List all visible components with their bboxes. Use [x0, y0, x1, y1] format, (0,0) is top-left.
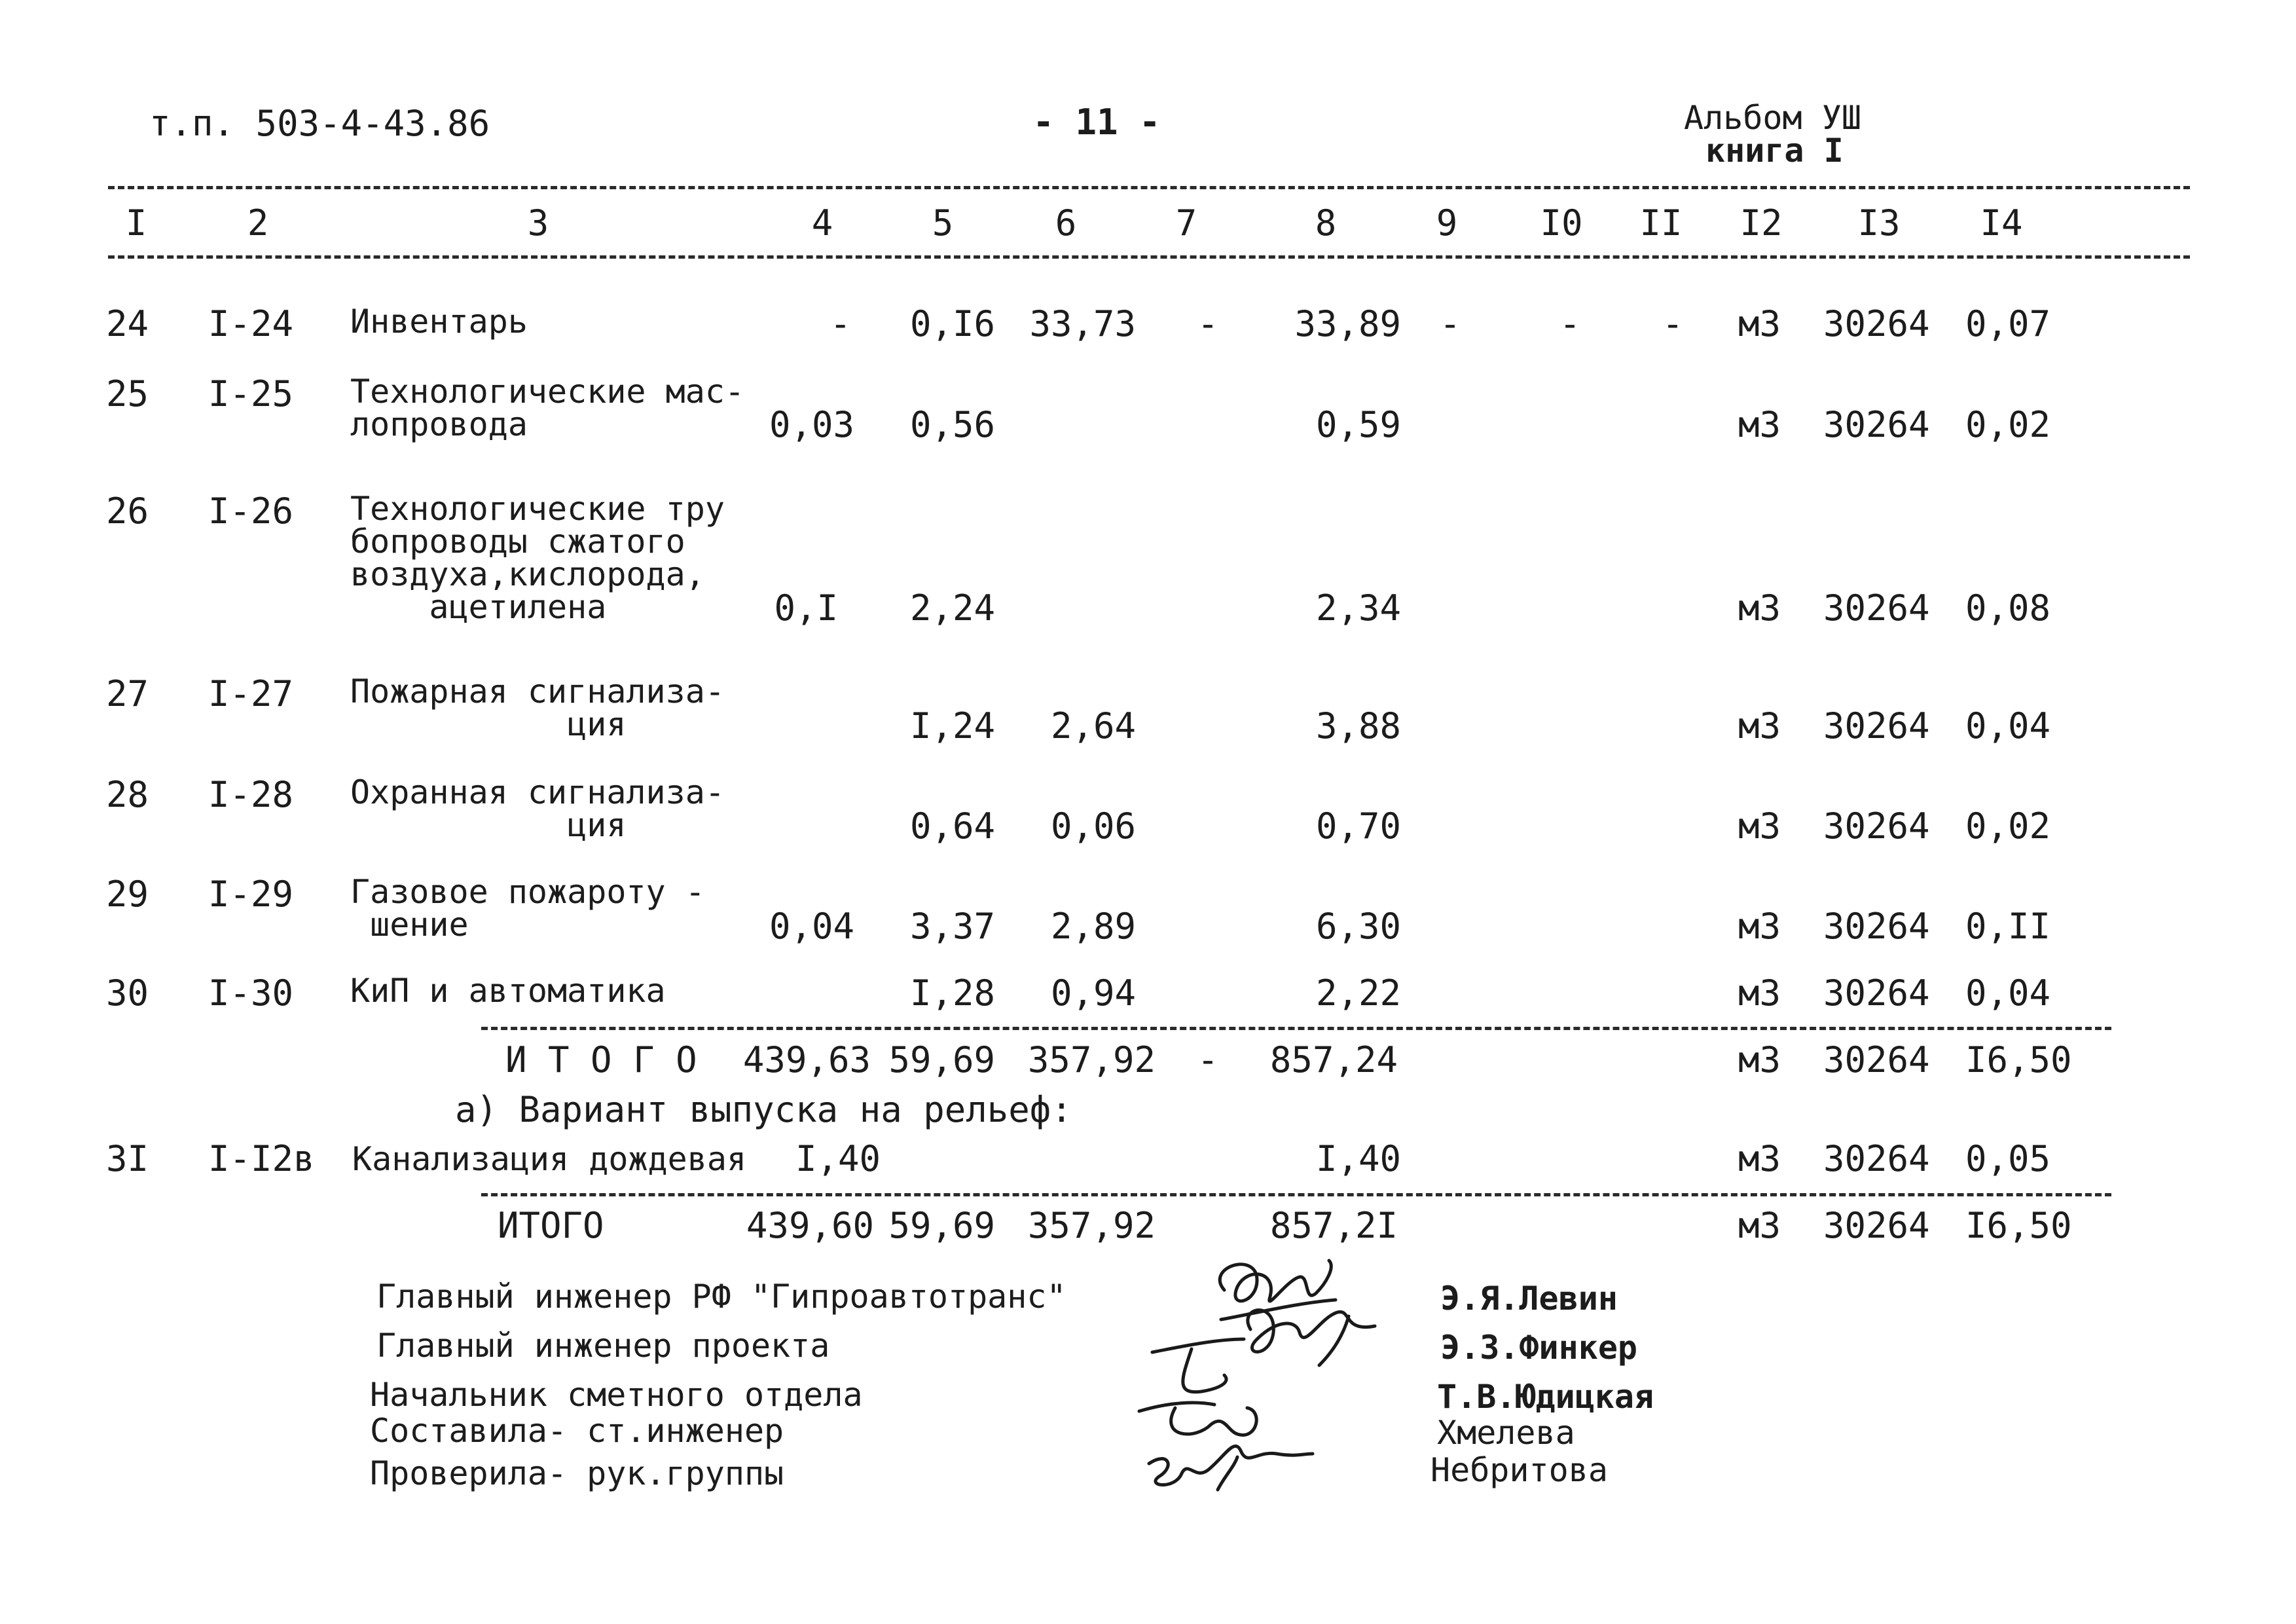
cell-c4: I,40: [795, 1138, 881, 1179]
page-number: - 11 -: [1032, 101, 1161, 143]
col-header-1: I: [125, 202, 147, 244]
total-c13: 30264: [1823, 1205, 1930, 1246]
total-unit: м3: [1738, 1039, 1781, 1080]
cell-c8: 33,89: [1294, 303, 1401, 344]
cell-c13: 30264: [1823, 404, 1930, 445]
cell-c4: -: [829, 303, 851, 344]
total-label: ИТОГО: [498, 1205, 604, 1246]
signature-stroke: [1139, 1403, 1256, 1435]
total-c6: 357,92: [1027, 1039, 1156, 1080]
doc-code: т.п. 503-4-43.86: [149, 103, 490, 144]
handwritten-signatures: [1061, 1241, 1414, 1529]
cell-c14: 0,04: [1965, 972, 2051, 1014]
row-name: Канализация дождевая: [352, 1140, 747, 1178]
cell-c13: 30264: [1823, 587, 1930, 629]
row-name: Пожарная сигнализа- ция: [350, 673, 725, 743]
cell-unit: м3: [1738, 906, 1781, 947]
row-number: 29: [106, 874, 149, 915]
row-number: 26: [106, 490, 149, 532]
signature-name: Т.В.Юдицкая: [1437, 1378, 1654, 1416]
col-header-11: II: [1639, 202, 1683, 244]
cell-c4: 0,03: [769, 404, 854, 445]
row-name: КиП и автоматика: [350, 972, 666, 1010]
signature-role: Начальник сметного отдела: [370, 1376, 863, 1414]
row-code: I-30: [208, 972, 294, 1014]
cell-c4: 0,04: [769, 906, 854, 947]
cell-c6: 33,73: [1029, 303, 1136, 344]
row-code: I-28: [208, 774, 294, 815]
cell-c14: 0,07: [1965, 303, 2051, 344]
cell-c13: 30264: [1823, 906, 1930, 947]
col-header-4: 4: [811, 202, 833, 244]
col-header-13: I3: [1857, 202, 1901, 244]
row-code: I-29: [208, 874, 294, 915]
signature-stroke: [1218, 1457, 1237, 1490]
total-c8: 857,24: [1269, 1039, 1398, 1080]
signature-name: Хмелева: [1437, 1414, 1575, 1452]
col-header-6: 6: [1055, 202, 1077, 244]
col-header-12: I2: [1740, 202, 1783, 244]
row-name: Газовое пожароту - шение: [350, 873, 705, 944]
signature-stroke: [1220, 1261, 1331, 1301]
cell-c10: -: [1559, 303, 1581, 344]
signature-role: Составила- ст.инженер: [370, 1412, 784, 1450]
row-code: I-26: [208, 490, 294, 532]
cell-c5: I,28: [909, 972, 995, 1014]
col-header-8: 8: [1315, 202, 1337, 244]
cell-c13: 30264: [1823, 1138, 1930, 1179]
total-c6: 357,92: [1027, 1205, 1156, 1246]
row-number: 24: [106, 303, 149, 344]
total-c14: I6,50: [1965, 1039, 2072, 1080]
signature-name: Э.З.Финкер: [1440, 1329, 1638, 1367]
row-number: 3I: [106, 1138, 149, 1179]
row-name: Охранная сигнализа- ция: [350, 773, 725, 844]
cell-c14: 0,II: [1965, 906, 2051, 947]
cell-unit: м3: [1738, 303, 1781, 344]
col-header-10: I0: [1540, 202, 1583, 244]
album-label: Альбом УШ: [1684, 99, 1861, 137]
col-header-9: 9: [1436, 202, 1458, 244]
cell-c8: 2,22: [1315, 972, 1401, 1014]
signature-stroke: [1221, 1300, 1336, 1320]
signature-stroke: [1248, 1310, 1375, 1352]
cell-c13: 30264: [1823, 805, 1930, 847]
cell-c13: 30264: [1823, 972, 1930, 1014]
cell-c13: 30264: [1823, 705, 1930, 747]
row-number: 25: [106, 373, 149, 415]
row-name: Технологические мас- лопровода: [350, 373, 745, 443]
cell-c5: 2,24: [909, 587, 995, 629]
cell-c6: 0,94: [1050, 972, 1136, 1014]
total-c5: 59,69: [888, 1205, 995, 1246]
cell-unit: м3: [1738, 705, 1781, 747]
total-rule: [481, 1193, 2111, 1196]
cell-unit: м3: [1738, 972, 1781, 1014]
total-c5: 59,69: [888, 1039, 995, 1080]
col-header-3: 3: [527, 202, 549, 244]
cell-c14: 0,04: [1965, 705, 2051, 747]
header-top-rule: [108, 186, 2190, 189]
cell-c8: 0,59: [1315, 404, 1401, 445]
col-header-2: 2: [247, 202, 269, 244]
total-unit: м3: [1738, 1205, 1781, 1246]
signature-stroke: [1319, 1316, 1349, 1365]
cell-c6: 2,89: [1050, 906, 1136, 947]
cell-c6: 2,64: [1050, 705, 1136, 747]
row-number: 28: [106, 774, 149, 815]
total-c7: -: [1197, 1039, 1219, 1080]
cell-c6: 0,06: [1050, 805, 1136, 847]
cell-c14: 0,02: [1965, 404, 2051, 445]
cell-unit: м3: [1738, 587, 1781, 629]
row-code: I-25: [208, 373, 294, 415]
cell-c5: 0,I6: [909, 303, 995, 344]
cell-c9: -: [1439, 303, 1461, 344]
row-number: 27: [106, 673, 149, 714]
signature-name: Небритова: [1430, 1451, 1608, 1489]
book-label: книга I: [1705, 132, 1844, 170]
cell-c14: 0,08: [1965, 587, 2051, 629]
col-header-5: 5: [932, 202, 954, 244]
total-c8: 857,2I: [1269, 1205, 1398, 1246]
signature-role: Главный инженер проекта: [376, 1327, 830, 1365]
cell-c14: 0,05: [1965, 1138, 2051, 1179]
cell-unit: м3: [1738, 404, 1781, 445]
total-label: И Т О Г О: [505, 1039, 697, 1080]
row-name: Технологические тру бопроводы сжатого воздуха,кислорода, ацетилена: [350, 490, 725, 626]
signature-role: Главный инженер РФ "Гипроавтотранс": [376, 1278, 1066, 1316]
cell-c11: -: [1662, 303, 1684, 344]
row-name: Инвентарь: [350, 303, 528, 341]
header-bottom-rule: [108, 255, 2190, 259]
total-c4: 439,63: [742, 1039, 871, 1080]
cell-c8: 0,70: [1315, 805, 1401, 847]
row-number: 30: [106, 972, 149, 1014]
cell-c4: 0,I: [774, 587, 838, 629]
signature-stroke: [1149, 1446, 1313, 1485]
cell-c5: 3,37: [909, 906, 995, 947]
cell-unit: м3: [1738, 1138, 1781, 1179]
cell-c8: 3,88: [1315, 705, 1401, 747]
signature-role: Проверила- рук.группы: [370, 1454, 784, 1492]
cell-c8: 2,34: [1315, 587, 1401, 629]
row-code: I-27: [208, 673, 294, 714]
total-rule: [481, 1027, 2111, 1030]
signature-stroke: [1152, 1339, 1244, 1392]
row-code: I-I2в: [208, 1138, 315, 1179]
cell-c8: 6,30: [1315, 906, 1401, 947]
col-header-14: I4: [1980, 202, 2023, 244]
cell-c5: 0,64: [909, 805, 995, 847]
total-c13: 30264: [1823, 1039, 1930, 1080]
cell-c13: 30264: [1823, 303, 1930, 344]
signature-name: Э.Я.Левин: [1440, 1280, 1618, 1318]
variant-label: а) Вариант выпуска на рельеф:: [455, 1089, 1072, 1130]
cell-unit: м3: [1738, 805, 1781, 847]
row-code: I-24: [208, 303, 294, 344]
col-header-7: 7: [1175, 202, 1197, 244]
cell-c7: -: [1197, 303, 1219, 344]
total-c4: 439,60: [746, 1205, 874, 1246]
total-c14: I6,50: [1965, 1205, 2072, 1246]
cell-c8: I,40: [1315, 1138, 1401, 1179]
cell-c14: 0,02: [1965, 805, 2051, 847]
cell-c5: I,24: [909, 705, 995, 747]
cell-c5: 0,56: [909, 404, 995, 445]
